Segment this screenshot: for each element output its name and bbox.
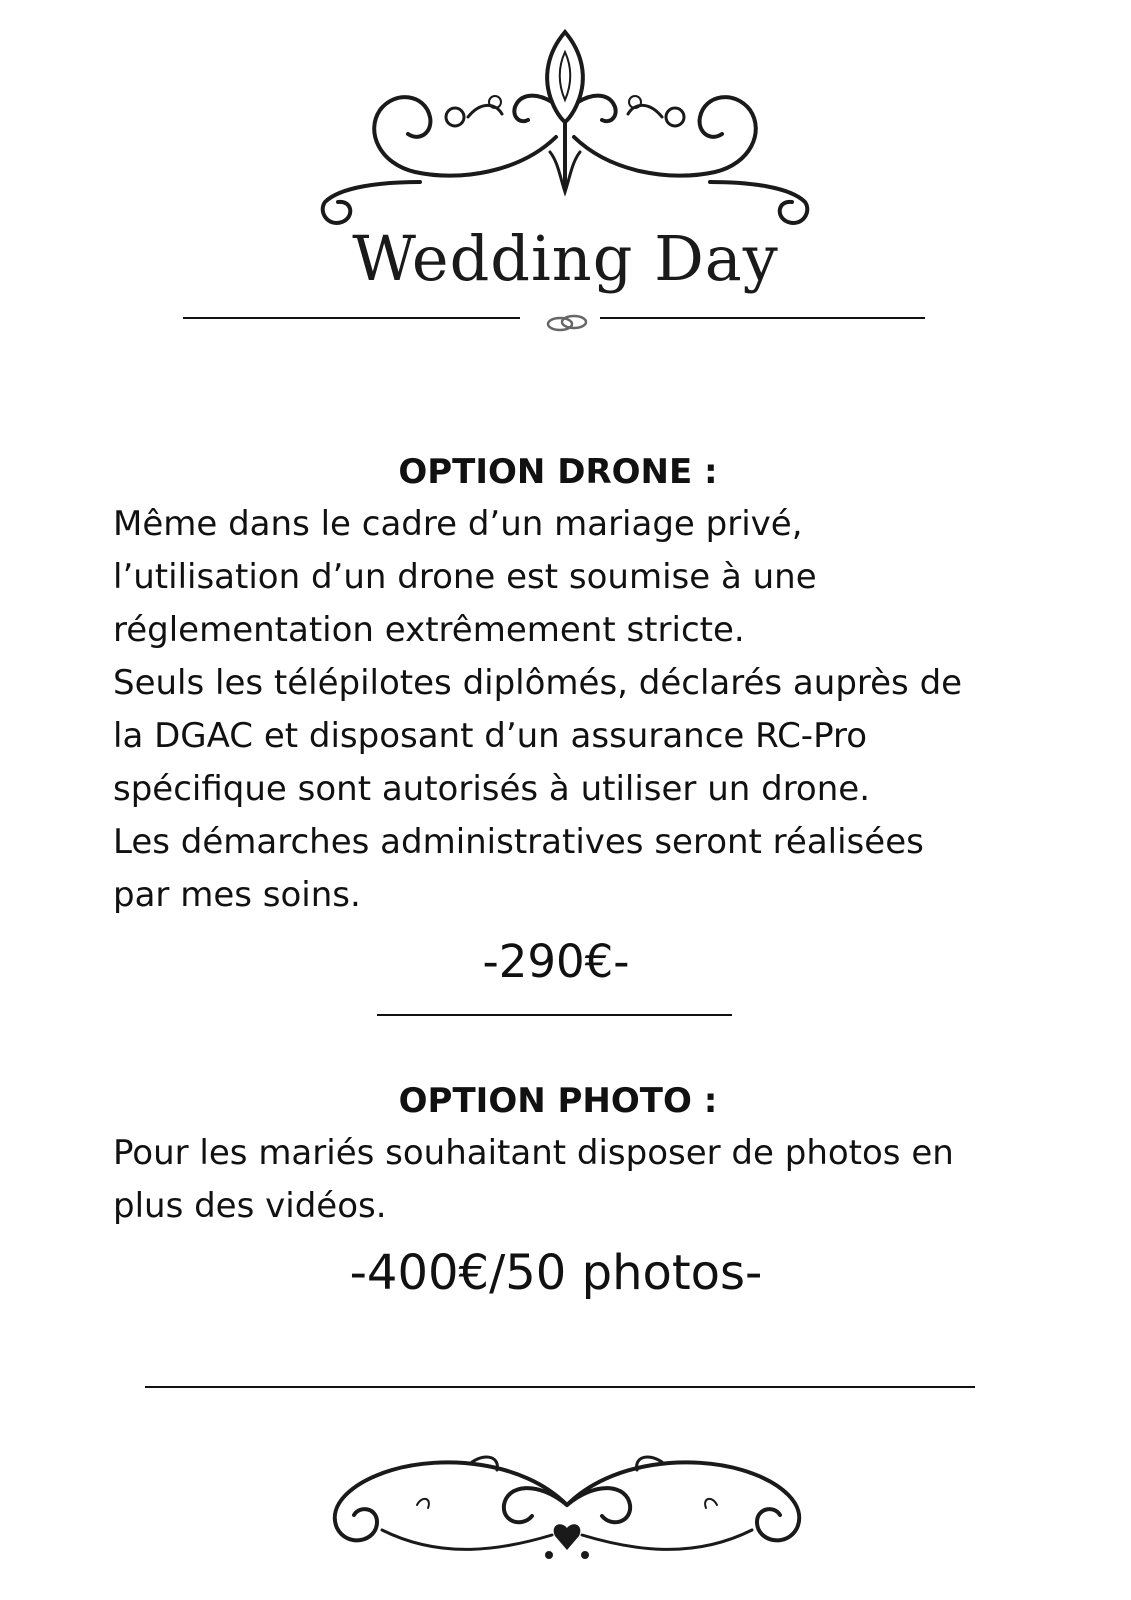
drone-line: la DGAC et disposant d’un assurance RC-Pro	[113, 716, 868, 756]
drone-price: -290€-	[482, 935, 630, 988]
drone-line: Même dans le cadre d’un mariage privé,	[113, 504, 803, 544]
options-content	[113, 446, 1013, 992]
scroll-ornament-icon	[322, 1450, 812, 1570]
drone-line: Seuls les télépilotes diplômés, déclarés auprès de	[113, 663, 963, 703]
photo-line: plus des vidéos.	[113, 1186, 387, 1226]
photo-description	[113, 1127, 1013, 1233]
drone-line: spécifique sont autorisés à utiliser un drone.	[113, 769, 870, 809]
flourish-ornament-icon	[320, 22, 810, 237]
photo-line: Pour les mariés souhaitant disposer de photos en	[113, 1133, 954, 1173]
photo-price: -400€/50 photos-	[349, 1245, 763, 1301]
section-divider	[377, 1014, 732, 1016]
photo-option-heading: OPTION PHOTO :	[398, 1081, 718, 1121]
header-divider-right	[600, 317, 925, 319]
drone-line: réglementation extrêmement stricte.	[113, 610, 745, 650]
footer-divider	[145, 1386, 975, 1388]
drone-option-heading: OPTION DRONE :	[398, 452, 718, 492]
drone-description	[113, 498, 1013, 922]
drone-line: Les démarches administratives seront réalisées	[113, 822, 924, 862]
photo-option-content	[113, 1075, 1013, 1303]
wedding-rings-icon	[544, 313, 590, 333]
drone-line: l’utilisation d’un drone est soumise à une	[113, 557, 817, 597]
header-divider-left	[183, 317, 520, 319]
drone-line: par mes soins.	[113, 875, 361, 915]
page-title: Wedding Day	[352, 222, 779, 295]
